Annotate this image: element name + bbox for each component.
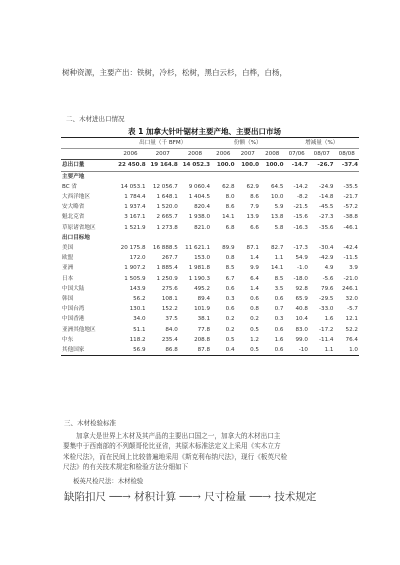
table-cell: 86.8 <box>147 345 179 356</box>
table-cell: 1.1 <box>309 345 335 356</box>
table-cell: -24.9 <box>319 183 334 190</box>
table-cell: 0.5 <box>225 336 235 343</box>
table-cell: 1.2 <box>250 336 259 343</box>
table-cell: 267.7 <box>161 255 178 262</box>
table-cell: -11.4 <box>319 336 334 343</box>
table-cell: 7.9 <box>250 204 259 211</box>
row-label: 中国香港 <box>62 316 85 323</box>
table-cell: 208.8 <box>194 336 211 343</box>
table-cell: 82.7 <box>271 245 284 252</box>
table-cell: 10.0 <box>271 194 284 201</box>
table-year-header-row <box>61 149 359 160</box>
table-row <box>61 274 359 284</box>
table-cell: -35.6 <box>319 224 334 231</box>
table-cell: -11.5 <box>343 255 358 262</box>
table-cell: 84.0 <box>165 326 178 333</box>
table-cell: 130.1 <box>129 306 146 313</box>
table-cell: 118.2 <box>129 336 146 343</box>
table-cell: 76.4 <box>345 336 358 343</box>
table-cell: 6.4 <box>250 275 259 282</box>
table-cell: 99.0 <box>295 336 308 343</box>
table-cell: -38.8 <box>343 214 358 221</box>
lumber-export-table <box>61 137 359 356</box>
table-cell: 89.4 <box>197 296 211 303</box>
table-cell: 0.6 <box>250 296 259 303</box>
row-label: 美国 <box>62 245 74 252</box>
table-cell: 1 520.0 <box>156 204 178 211</box>
table-cell: 1 981.8 <box>188 265 211 272</box>
table-cell: 0.2 <box>250 316 259 323</box>
group-header-change: 增减量（%） <box>284 138 359 149</box>
group-header-share: 份额（%） <box>211 138 284 149</box>
table-cell: 8.5 <box>225 265 235 272</box>
table-cell: 153.0 <box>194 255 211 262</box>
table-cell: 32.0 <box>345 296 358 303</box>
table-cell: 14 053.1 <box>120 183 146 190</box>
table-cell: 152.2 <box>161 306 178 313</box>
table-cell: 9 060.4 <box>188 183 211 190</box>
table-row <box>61 182 359 192</box>
table-group-header-row <box>61 138 359 149</box>
flow-arrow-icon: ──→ <box>109 491 131 503</box>
table-cell: 40.8 <box>295 306 308 313</box>
table-cell: 38.1 <box>197 316 211 323</box>
table-cell: -33.0 <box>319 306 334 313</box>
row-label: 中国大陆 <box>62 285 85 292</box>
table-cell: 275.6 <box>161 285 178 292</box>
col-header: 2007 <box>236 149 260 160</box>
table-cell: -15.6 <box>293 214 308 221</box>
table-row <box>61 253 359 263</box>
paragraph-line: 加拿大是世界上木材及其产品的主要出口国之一，加拿大的木材出口主 <box>76 432 281 440</box>
flow-step-defect-deduction: 缺陷扣尺 <box>64 491 106 503</box>
row-label: 出口目标地 <box>62 234 90 241</box>
col-header: 08/07 <box>309 149 335 160</box>
table-cell: 100.0 <box>211 160 235 171</box>
table-cell: 19 164.8 <box>147 160 179 171</box>
table-row <box>61 345 359 356</box>
paragraph-line: 米检尺法》，而在民间上比较普遍地采用《斯克利布纳尺法》，现行《板英尺检 <box>63 452 288 461</box>
flow-step-dimension-measure: 尺寸检量 <box>204 491 247 503</box>
table-cell: -26.7 <box>309 160 335 171</box>
row-label: 韩国 <box>62 296 74 303</box>
table-row <box>61 192 359 202</box>
group-header-export-volume: 出口量（千 BFM） <box>114 138 211 149</box>
col-header: 2008 <box>260 149 284 160</box>
table-cell: 0.6 <box>274 326 284 333</box>
flow-step-technical-rules: 技术规定 <box>274 491 317 503</box>
table-row <box>61 202 359 212</box>
table-cell: 65.9 <box>295 296 308 303</box>
paragraph-line: 要集中于西南部的不列颠哥伦比亚省，其原木标准法定义上采用《实木立方 <box>63 442 281 451</box>
table-cell: 1 938.0 <box>188 214 211 221</box>
table-cell: 1.6 <box>274 336 284 343</box>
table-cell: 2 665.7 <box>156 214 178 221</box>
row-label: 中国台湾 <box>62 306 85 313</box>
table-section-row <box>61 233 359 243</box>
table-row <box>61 325 359 335</box>
inspection-flow <box>64 489 316 504</box>
table-cell: 16 888.5 <box>152 245 178 252</box>
table-cell: 5.8 <box>274 224 284 231</box>
table-cell: 3 167.1 <box>124 214 146 221</box>
table-row <box>61 243 359 253</box>
table-cell: 6.6 <box>250 224 259 231</box>
table-cell: 56.2 <box>133 296 146 303</box>
col-header: 2007 <box>147 149 179 160</box>
board-foot-method-label: 板英尺检尺法：木材检验 <box>73 477 144 485</box>
table-cell: 8.0 <box>225 194 235 201</box>
table-cell: 4.9 <box>324 265 334 272</box>
table-cell: -14.2 <box>293 183 308 190</box>
table-cell: 77.8 <box>197 326 211 333</box>
row-label: 安大略省 <box>62 204 85 211</box>
table-cell: -37.4 <box>334 160 359 171</box>
table-cell: 8.5 <box>274 275 284 282</box>
table-cell: -18.0 <box>293 275 308 282</box>
table-cell: 0.3 <box>225 296 235 303</box>
table-cell: 20 175.8 <box>120 245 146 252</box>
table-cell: -5.7 <box>347 306 358 313</box>
table-cell: 1 250.9 <box>156 275 178 282</box>
table-cell: -35.5 <box>343 183 358 190</box>
table-cell: 3.9 <box>349 265 358 272</box>
table-cell: 54.9 <box>295 255 308 262</box>
table-cell: 6.7 <box>225 275 235 282</box>
table-corner-cell <box>61 149 114 160</box>
table-cell: 1 648.1 <box>156 194 178 201</box>
table-row <box>61 314 359 324</box>
row-label: 中东 <box>62 336 74 343</box>
col-header: 07/06 <box>284 149 308 160</box>
table-cell: 0.3 <box>274 316 284 323</box>
table-cell: 1 521.9 <box>124 224 146 231</box>
flow-arrow-icon: ──→ <box>249 491 272 503</box>
row-label: 亚洲 <box>62 265 74 272</box>
flow-step-volume-calc: 材积计算 <box>134 491 177 503</box>
table-cell: -1.0 <box>297 265 308 272</box>
row-label: 亚洲其他地区 <box>62 326 96 333</box>
table-cell: 9.9 <box>250 265 259 272</box>
row-label: 大西洋地区 <box>62 194 90 201</box>
table-cell: 1 885.4 <box>156 265 178 272</box>
table-cell: -30.4 <box>319 245 334 252</box>
table-cell: -21.7 <box>343 194 358 201</box>
table-cell: -10 <box>284 345 308 356</box>
table-cell: 56.9 <box>114 345 146 356</box>
table-row <box>61 294 359 304</box>
table-cell: 0.6 <box>225 306 235 313</box>
table-row <box>61 284 359 294</box>
table-cell: -46.1 <box>343 224 358 231</box>
table-cell: -21.5 <box>293 204 308 211</box>
table-cell: 87.8 <box>179 345 211 356</box>
table-cell: 100.0 <box>260 160 284 171</box>
table-cell: 1 907.2 <box>124 265 146 272</box>
table-cell: 1.4 <box>250 285 259 292</box>
table-cell: -29.5 <box>319 296 334 303</box>
table-cell: 64.5 <box>271 183 284 190</box>
row-label: 日本 <box>62 275 74 282</box>
table-cell: 1.6 <box>324 316 334 323</box>
row-label: BC 省 <box>62 183 78 190</box>
table-cell: 100.0 <box>236 160 260 171</box>
table-cell: 495.2 <box>194 285 211 292</box>
table-cell: 246.1 <box>341 285 358 292</box>
table-cell: 821.0 <box>194 224 211 231</box>
table-cell: 1 784.4 <box>124 194 146 201</box>
table-cell: 143.9 <box>129 285 146 292</box>
table-cell: 13.9 <box>246 214 259 221</box>
section-heading-import-export: 二、木材进出口情况 <box>66 115 125 123</box>
table-cell: 0.6 <box>260 345 284 356</box>
table-row <box>61 304 359 314</box>
table-cell: 235.4 <box>161 336 178 343</box>
table-cell: 1 273.8 <box>156 224 178 231</box>
table-cell: 89.9 <box>222 245 235 252</box>
table-cell: 5.9 <box>274 204 284 211</box>
flow-arrow-icon: ──→ <box>179 491 201 503</box>
row-label: 其他国家 <box>61 345 114 356</box>
table-cell: 3.5 <box>274 285 284 292</box>
table-cell: -17.3 <box>293 245 308 252</box>
table-cell: 14.1 <box>222 214 235 221</box>
table-cell: 1.1 <box>274 255 284 262</box>
table-cell: 83.0 <box>295 326 308 333</box>
table-cell: 8.6 <box>225 204 235 211</box>
row-label: 主要产地 <box>62 173 85 180</box>
table-cell: 11 621.1 <box>185 245 211 252</box>
row-label: 魁北克省 <box>62 214 85 221</box>
table-row <box>61 263 359 273</box>
species-resources-line: 树种资源，主要产出：铁树，冷杉，松树，黑白云杉，白桦，白杨， <box>62 68 287 77</box>
table-cell: -14.7 <box>284 160 308 171</box>
table-row <box>61 160 359 171</box>
table-cell: -8.2 <box>297 194 308 201</box>
table-corner-cell <box>61 138 114 149</box>
table-cell: 22 450.8 <box>114 160 146 171</box>
table-cell: 0.8 <box>225 255 235 262</box>
table-cell: -45.5 <box>319 204 334 211</box>
table-cell: 0.6 <box>225 285 235 292</box>
table-cell: 10.4 <box>295 316 308 323</box>
table-cell: 172.0 <box>129 255 146 262</box>
table-cell: 1.0 <box>334 345 359 356</box>
table-cell: -5.6 <box>322 275 334 282</box>
table-cell: 0.4 <box>211 345 235 356</box>
table-cell: -21.0 <box>343 275 358 282</box>
table-cell: 37.5 <box>165 316 178 323</box>
table-cell: 0.2 <box>225 316 235 323</box>
table-section-row <box>61 171 359 182</box>
table-cell: -27.3 <box>319 214 334 221</box>
col-header: 2006 <box>211 149 235 160</box>
table-cell: 92.8 <box>295 285 308 292</box>
table-cell: 87.1 <box>246 245 259 252</box>
row-label: 草原诸省地区 <box>62 224 96 231</box>
row-label: 欧盟 <box>62 255 74 262</box>
table-cell: 51.1 <box>133 326 146 333</box>
inspection-paragraph <box>63 431 349 473</box>
table-cell: 12 056.7 <box>152 183 178 190</box>
table-cell: -16.3 <box>293 224 308 231</box>
table-cell: 1.4 <box>250 255 259 262</box>
table-cell: 12.1 <box>345 316 358 323</box>
table-cell: 79.6 <box>321 285 334 292</box>
table-row <box>61 223 359 233</box>
table-cell: 34.0 <box>133 316 146 323</box>
table-cell: 0.6 <box>274 296 284 303</box>
table-cell: 6.8 <box>225 224 235 231</box>
table-cell: 101.9 <box>194 306 211 313</box>
table-cell: 1 404.5 <box>188 194 211 201</box>
table-cell: 0.5 <box>236 345 260 356</box>
table-row <box>61 335 359 345</box>
paragraph-line: 尺法》的有关技术规定和检验方法分细如下 <box>63 463 189 472</box>
table-cell: 0.2 <box>225 326 235 333</box>
table-cell: -42.9 <box>319 255 334 262</box>
table-caption: 表 1 加拿大针叶锯材主要产地、主要出口市场 <box>128 127 281 136</box>
table-cell: -14.8 <box>319 194 334 201</box>
table-cell: -42.4 <box>343 245 358 252</box>
table-cell: 14 052.3 <box>179 160 211 171</box>
table-cell: -17.2 <box>319 326 334 333</box>
table-cell: 0.7 <box>274 306 284 313</box>
table-cell: 62.9 <box>246 183 259 190</box>
table-cell: 13.8 <box>271 214 284 221</box>
table-cell: 0.8 <box>250 306 259 313</box>
table-cell: 62.8 <box>222 183 235 190</box>
table-cell: 1 190.3 <box>188 275 211 282</box>
table-cell: 108.1 <box>161 296 178 303</box>
table-cell: 1 505.9 <box>124 275 146 282</box>
table-row <box>61 212 359 222</box>
table-cell: 14.1 <box>271 265 284 272</box>
table-cell: 1 937.4 <box>124 204 146 211</box>
col-header: 08/08 <box>334 149 359 160</box>
col-header: 2008 <box>179 149 211 160</box>
table-cell: 52.2 <box>345 326 358 333</box>
row-label: 总出口量 <box>61 160 114 171</box>
col-header: 2006 <box>114 149 146 160</box>
table-cell: 0.5 <box>250 326 259 333</box>
table-cell: 820.4 <box>194 204 211 211</box>
table-cell: -57.2 <box>343 204 358 211</box>
section-heading-inspection-standard: 三、木材检验标准 <box>64 419 116 427</box>
table-cell: 8.6 <box>250 194 259 201</box>
